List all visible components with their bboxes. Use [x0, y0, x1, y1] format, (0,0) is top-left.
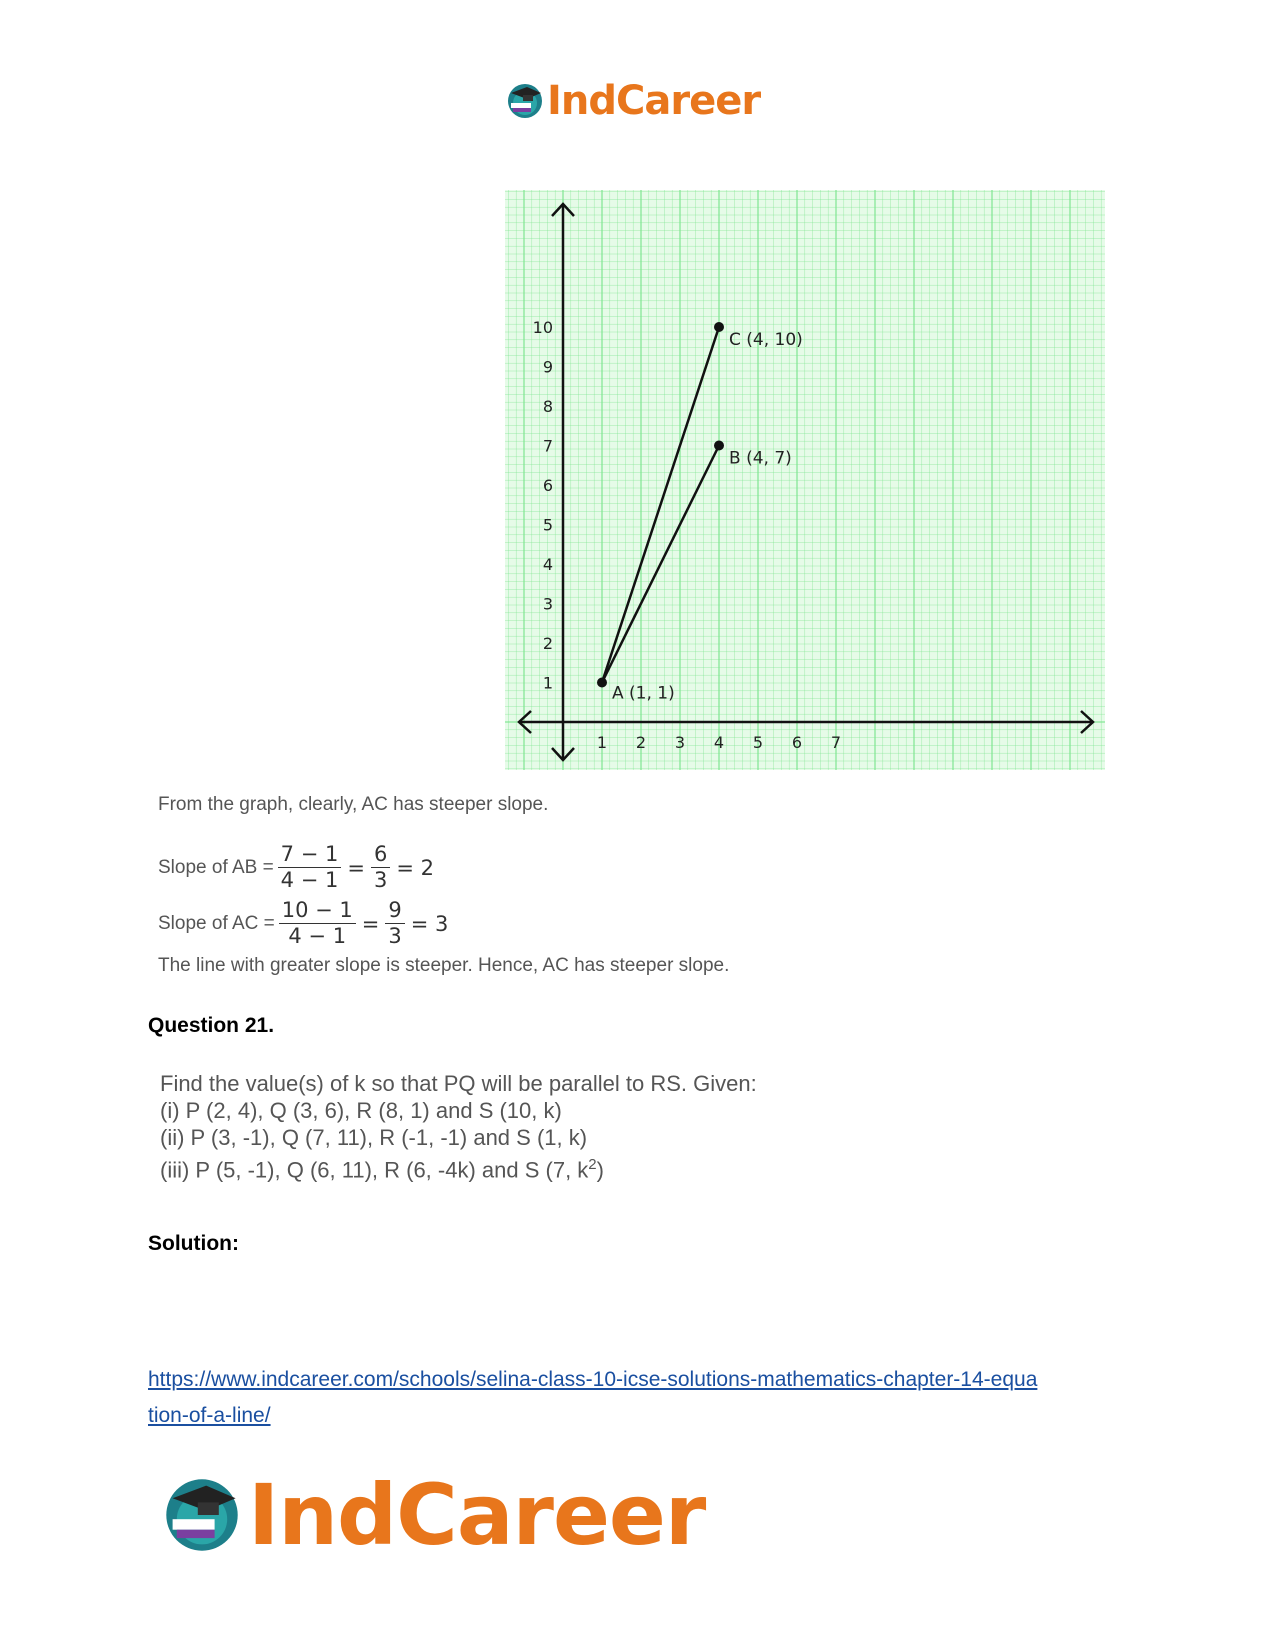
y-tick-label: 7: [542, 436, 553, 456]
question-line-text: ): [596, 1157, 604, 1183]
point-label: B (4, 7): [729, 448, 792, 469]
y-tick-label: 1: [542, 673, 553, 693]
source-link-line[interactable]: https://www.indcareer.com/schools/selina-class-10-icse-solutions-mathematics-chapter-14-equa: [148, 1368, 1038, 1391]
coordinate-graph: [505, 190, 1105, 770]
equals-sign: =: [347, 855, 365, 880]
y-tick-label: 9: [542, 357, 553, 377]
graduation-cap-icon: [160, 1473, 244, 1557]
y-tick-label: 10: [532, 318, 553, 337]
fraction-denominator: 4 − 1: [280, 868, 339, 892]
slope-ab-fraction-2: [371, 842, 390, 893]
fraction-numerator: 7 − 1: [278, 842, 342, 868]
indcareer-logo-top: [505, 78, 760, 124]
x-tick-label: 5: [752, 733, 764, 752]
fraction-denominator: 3: [373, 868, 388, 892]
y-tick-label: 5: [542, 515, 553, 535]
source-link[interactable]: [148, 1362, 1037, 1434]
conclusion-text: The line with greater slope is steeper. Hence, AC has steeper slope.: [158, 955, 730, 976]
x-tick-label: 1: [596, 733, 608, 752]
y-tick-label: 4: [542, 555, 553, 574]
superscript: 2: [588, 1156, 597, 1173]
y-tick-label: 2: [542, 634, 553, 653]
slope-ac-fraction-2: [385, 898, 404, 949]
slope-ab-label: Slope of AB =: [158, 856, 274, 878]
intro-text: From the graph, clearly, AC has steeper slope.: [158, 794, 549, 815]
slope-ac-fraction-1: [279, 898, 356, 949]
indcareer-logo-bottom: [160, 1466, 705, 1564]
question-line-text: (iii) P (5, -1), Q (6, 11), R (6, -4k) and S (7, k: [160, 1157, 589, 1183]
question-line: Find the value(s) of k so that PQ will be parallel to RS. Given:: [160, 1071, 757, 1096]
slope-ac-result: = 3: [410, 911, 449, 936]
graph-svg: [505, 190, 1105, 770]
y-tick-label: 8: [542, 397, 553, 416]
point-B: [714, 441, 724, 451]
x-tick-label: 7: [830, 733, 842, 752]
x-tick-label: 6: [791, 733, 803, 752]
fraction-numerator: 9: [385, 898, 404, 924]
y-tick-label: 3: [542, 594, 553, 614]
point-A: [597, 678, 607, 688]
point-label: A (1, 1): [612, 683, 675, 704]
fraction-denominator: 3: [388, 924, 402, 948]
fraction-numerator: 6: [371, 842, 390, 868]
fraction-numerator: 10 − 1: [279, 898, 356, 924]
source-link-line[interactable]: tion-of-a-line/: [148, 1404, 271, 1427]
solution-heading: Solution:: [148, 1232, 239, 1255]
x-tick-label: 4: [713, 733, 725, 752]
question-body: [160, 1070, 757, 1183]
question-heading: Question 21.: [148, 1014, 275, 1037]
x-tick-label: 3: [674, 733, 686, 752]
x-tick-label: 2: [635, 733, 647, 752]
equals-sign: =: [361, 911, 380, 936]
y-tick-label: 6: [542, 476, 553, 495]
logo-text: IndCareer: [248, 1466, 706, 1564]
point-label: C (4, 10): [729, 330, 803, 350]
logo-text: IndCareer: [547, 78, 761, 124]
point-C: [714, 322, 724, 332]
question-line: [160, 1151, 757, 1183]
question-line: (ii) P (3, -1), Q (7, 11), R (-1, -1) and S (1, k): [160, 1125, 588, 1150]
slope-ac-equation: [158, 898, 450, 949]
graduation-cap-icon: [505, 81, 545, 121]
question-line: (i) P (2, 4), Q (3, 6), R (8, 1) and S (10, k): [160, 1098, 562, 1123]
slope-ab-equation: [158, 842, 436, 893]
slope-ab-fraction-1: [278, 842, 342, 893]
slope-ab-result: = 2: [396, 855, 434, 880]
fraction-denominator: 4 − 1: [288, 924, 347, 948]
slope-ac-label: Slope of AC =: [158, 912, 275, 934]
